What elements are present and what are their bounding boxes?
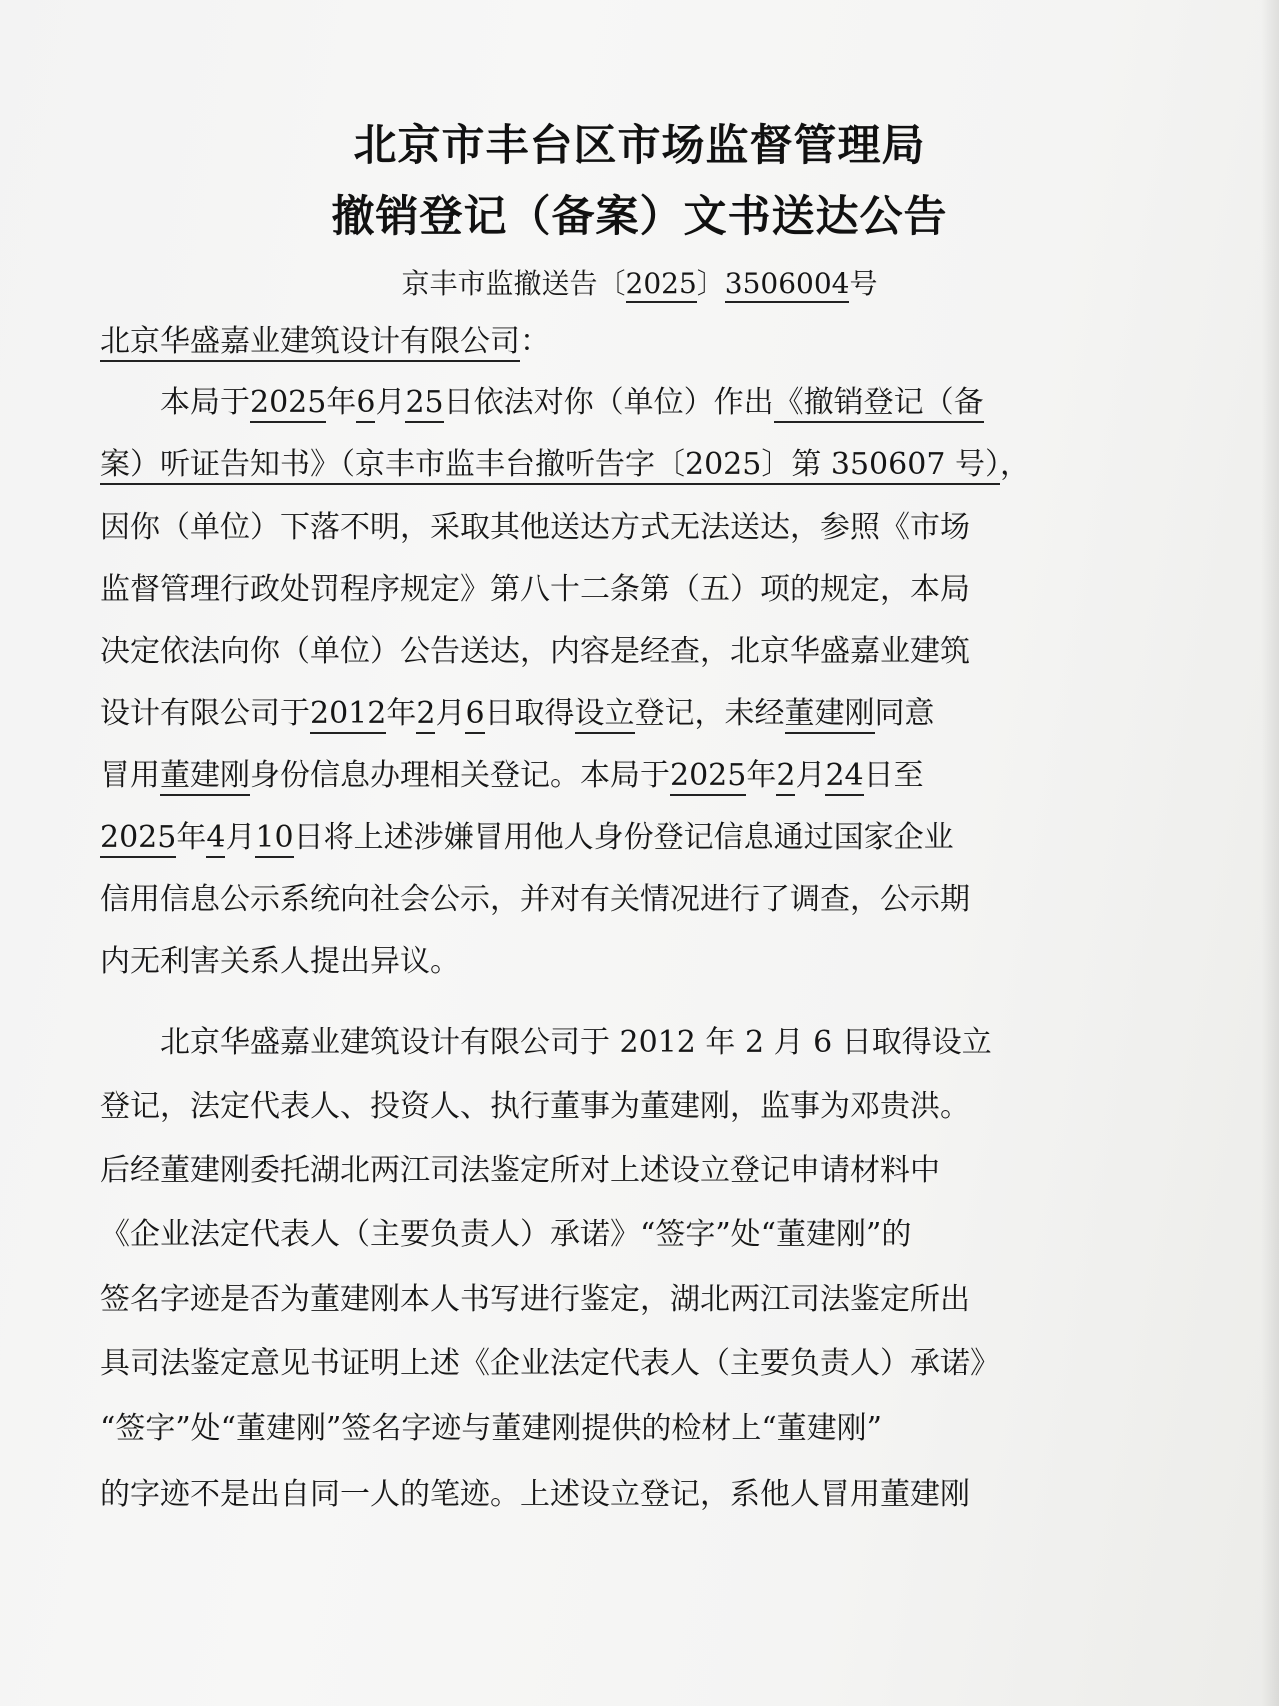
p1-l6-text-f: 同意 [874, 696, 935, 731]
p1-l6-person: 董建刚 [785, 696, 875, 734]
doc-number-serial: 3506004 [725, 267, 850, 303]
p1-l6-year: 2012 [310, 696, 386, 734]
p1-line8 [100, 818, 1080, 858]
document-number [0, 262, 1279, 302]
p1-l8-text-b: 月 [225, 820, 256, 855]
page-edge-shadow [1261, 0, 1279, 1706]
p1-l7-person: 董建刚 [160, 758, 250, 796]
p1-l8-year: 2025 [100, 820, 176, 858]
p1-l2-comma: ， [999, 447, 1030, 482]
p1-line4: 监督管理行政处罚程序规定》第八十二条第（五）项的规定，本局 [100, 572, 970, 607]
doc-number-mid: 〕 [696, 267, 725, 300]
p2-line7: “签字”处“董建刚”签名字迹与董建刚提供的检材上“董建刚” [100, 1411, 883, 1446]
p1-l7-day: 24 [825, 758, 863, 796]
p1-l6-text-e: 登记，未经 [634, 696, 785, 731]
p1-l1-year: 2025 [250, 385, 326, 423]
p2-line4: 《企业法定代表人（主要负责人）承诺》“签字”处“董建刚”的 [100, 1217, 912, 1252]
p1-l6-text-a: 设计有限公司于 [100, 696, 310, 731]
p1-line5: 决定依法向你（单位）公告送达，内容是经查，北京华盛嘉业建筑 [100, 634, 970, 669]
p1-l7-text-a: 冒用 [100, 758, 160, 793]
p1-l7-text-c: 年 [746, 758, 777, 793]
p2-line6: 具司法鉴定意见书证明上述《企业法定代表人（主要负责人）承诺》 [100, 1346, 1000, 1381]
p1-l1-doc-title: 《撤销登记（备 [774, 385, 984, 423]
p1-l6-text-b: 年 [386, 696, 417, 731]
p1-l7-month: 2 [776, 758, 795, 796]
p1-line9: 信用信息公示系统向社会公示，并对有关情况进行了调查，公示期 [100, 882, 970, 917]
recipient-name: 北京华盛嘉业建筑设计有限公司 [100, 324, 520, 362]
p1-l1-month: 6 [356, 385, 375, 423]
p1-line3: 因你（单位）下落不明，采取其他送达方式无法送达，参照《市场 [100, 510, 970, 545]
recipient-colon: ： [520, 324, 550, 359]
p1-l6-registration-type: 设立 [575, 696, 635, 734]
p1-l8-day: 10 [255, 820, 293, 858]
p1-l7-year: 2025 [670, 758, 746, 796]
doc-number-prefix: 京丰市监撤送告〔 [401, 267, 626, 300]
recipient-line [100, 322, 1080, 362]
p1-l1-day: 25 [405, 385, 443, 423]
p1-line2 [100, 445, 1080, 485]
document-title-line2: 撤销登记（备案）文书送达公告 [331, 192, 948, 242]
p2-line8: 的字迹不是出自同一人的笔迹。上述设立登记，系他人冒用董建刚 [100, 1477, 970, 1512]
p1-l7-text-b: 身份信息办理相关登记。本局于 [250, 758, 670, 793]
p1-l6-text-d: 日取得 [484, 696, 575, 731]
p2-line2: 登记，法定代表人、投资人、执行董事为董建刚，监事为邓贵洪。 [100, 1089, 970, 1124]
p1-l8-text-c: 日将上述涉嫌冒用他人身份登记信息通过国家企业 [293, 820, 954, 855]
p1-l1-text-a: 本局于 [160, 385, 250, 420]
p2-line5: 签名字迹是否为董建刚本人书写进行鉴定，湖北两江司法鉴定所出 [100, 1282, 970, 1317]
document-title-line1: 北京市丰台区市场监督管理局 [353, 121, 926, 171]
p1-l1-text-d: 日依法对你（单位）作出 [443, 385, 774, 420]
p1-l2-doc-reference: 案）听证告知书》（京丰市监丰台撤听告字〔2025〕第 350607 号） [100, 447, 1000, 485]
p1-l7-text-d: 月 [795, 758, 826, 793]
p1-l1-text-b: 年 [326, 385, 357, 420]
p1-l6-text-c: 月 [435, 696, 466, 731]
p1-l8-month: 4 [206, 820, 225, 858]
p1-l1-text-c: 月 [375, 385, 406, 420]
doc-number-suffix: 号 [849, 267, 878, 300]
p1-l8-text-a: 年 [176, 820, 207, 855]
p1-l7-text-e: 日至 [863, 758, 924, 793]
p2-line3: 后经董建刚委托湖北两江司法鉴定所对上述设立登记申请材料中 [100, 1153, 940, 1188]
p1-l6-month: 2 [416, 696, 435, 734]
p2-line1: 北京华盛嘉业建筑设计有限公司于 2012 年 2 月 6 日取得设立 [160, 1025, 992, 1060]
doc-number-year: 2025 [626, 267, 697, 303]
p1-line6 [100, 694, 1080, 734]
p1-line7 [100, 756, 1080, 796]
p1-l6-day: 6 [465, 696, 484, 734]
p1-line10: 内无利害关系人提出异议。 [100, 944, 460, 979]
p1-line1 [160, 383, 1080, 423]
